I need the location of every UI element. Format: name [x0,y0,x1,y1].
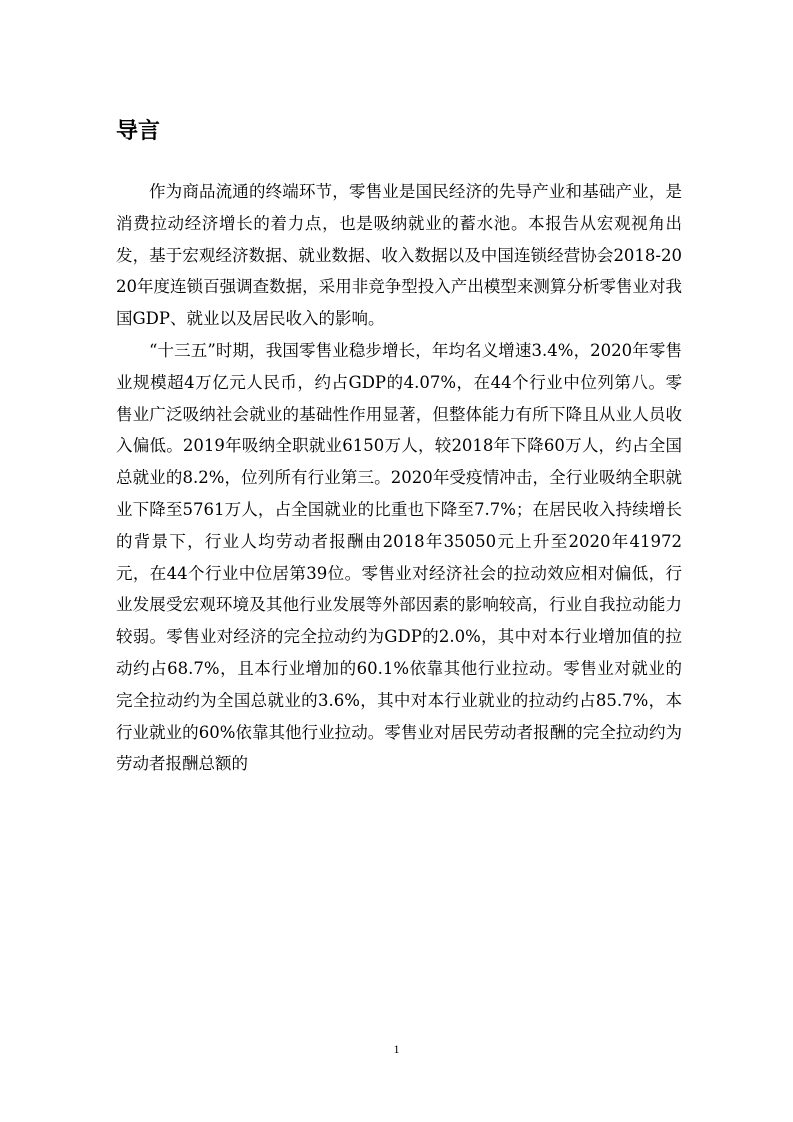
paragraph-summary: “十三五”时期，我国零售业稳步增长，年均名义增速3.4%，2020年零售业规模超4万亿元人民币，约占GDP的4.07%，在44个行业中位列第八。零售业广泛吸纳社会就业的基础性作用显著，但整体能力有所下降且从业人员收入偏低。2019年吸纳全职就业6150万人，较2018年下降60万人，约占全国总就业的8.2%，位列所有行业第三。2020年受疫情冲击，全行业吸纳全职就业下降至5761万人，占全国就业的比重也下降至7.7%；在居民收入持续增长的背景下，行业人均劳动者报酬由2018年35050元上升至2020年41972元，在44个行业中位居第39位。零售业对经济社会的拉动效应相对偏低，行业发展受宏观环境及其他行业发展等外部因素的影响较高，行业自我拉动能力较弱。零售业对经济的完全拉动约为GDP的2.0%，其中对本行业增加值的拉动约占68.7%，且本行业增加的60.1%依靠其他行业拉动。零售业对就业的完全拉动约为全国总就业的3.6%，其中对本行业就业的拉动约占85.7%，本行业就业的60%依靠其他行业拉动。零售业对居民劳动者报酬的完全拉动约为劳动者报酬总额的 [116,340,682,774]
body-text [116,176,682,780]
page-number: 1 [393,1042,400,1056]
paragraph-intro: 作为商品流通的终端环节，零售业是国民经济的先导产业和基础产业，是消费拉动经济增长的着力点，也是吸纳就业的蓄水池。本报告从宏观视角出发，基于宏观经济数据、就业数据、收入数据以及中国连锁经营协会2018-2020年度连锁百强调查数据，采用非竞争型投入产出模型来测算分析零售业对我国GDP、就业以及居民收入的影响。 [116,182,682,329]
section-heading: 导言 [116,119,161,144]
